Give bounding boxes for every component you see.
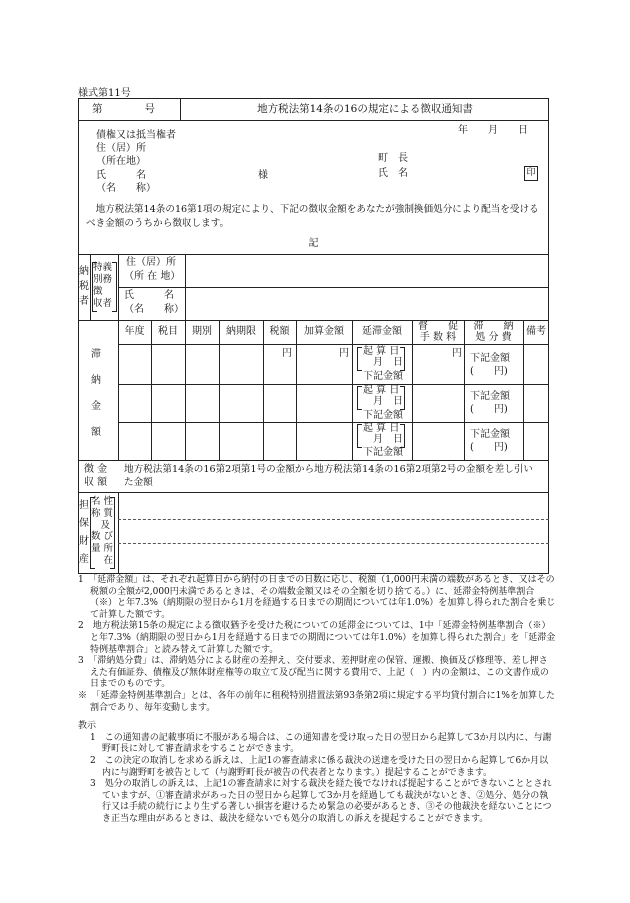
col-header-tax-item: 税目	[158, 326, 178, 337]
col-header-year: 年度	[124, 326, 145, 337]
instruction-title: 教示	[78, 721, 97, 732]
collateral-side-char: 担	[79, 500, 89, 511]
paren-yen: ( 円)	[470, 404, 508, 415]
collection-text: 地方税法第14条の16第2項第1号の金額から地方税法第14条の16第2項第2号の金額を差し引いた金額	[124, 464, 534, 488]
ki-label: 記	[308, 238, 319, 249]
collateral-sub-line: 在	[91, 554, 114, 566]
taxpayer-sub-char: 別務	[93, 274, 113, 285]
kaki-label: 下記金額	[470, 429, 510, 440]
arrears-side-char: 額	[91, 427, 101, 438]
issue-date: 年 月 日	[458, 125, 528, 136]
form-number: 様式第11号	[78, 88, 131, 99]
addressee-line: （名 称）	[96, 183, 156, 194]
arrears-side-char: 納	[91, 375, 101, 386]
mayor-name-label: 氏 名	[378, 168, 408, 179]
honorific: 様	[258, 170, 268, 181]
mayor-label: 町 長	[378, 153, 408, 164]
taxpayer-name-label: 氏 名	[124, 290, 174, 301]
collateral-sub-line: 数 び	[91, 531, 114, 543]
taxpayer-side-char: 税	[79, 281, 89, 292]
collection-label-line: 収 額	[84, 477, 108, 488]
taxpayer-sub-char: 特義	[93, 262, 113, 273]
notice-title: 地方税法第14条の16の規定による徴収通知書	[257, 103, 473, 115]
taxpayer-address-label: （所 在 地）	[124, 271, 181, 282]
col-header-tax-amount: 税額	[269, 326, 290, 337]
arrears-side-char: 滞	[91, 349, 101, 360]
notes-section	[78, 575, 556, 825]
addressee-line: 債権又は抵当権者	[96, 130, 176, 141]
yen-unit: 円	[282, 348, 292, 359]
taxpayer-side-label	[79, 264, 89, 309]
notice-number-label: 第 号	[92, 103, 155, 115]
arrears-side-label	[91, 342, 101, 446]
addressee-line: （所在地）	[96, 156, 146, 167]
body-text: 地方税法第14条の16第1項の規定により、下記の徴収金額をあなたが強制換価処分により配当を受けるべき金額のうちから徴収します。	[86, 204, 539, 229]
yen-unit: 円	[452, 348, 462, 359]
taxpayer-sub-char: 収者	[93, 298, 113, 309]
paren-yen: ( 円)	[470, 366, 508, 377]
instruction-item: 2 この決定の取消しを求める訴えは、上記1の審査請求に係る裁決の送達を受けた日の翌日から起算して6か月以内に与謝野町を被告として（与謝野町長が被告の代表者となります。）提起することができます。	[90, 755, 549, 778]
collateral-sub-line: 称 質	[91, 507, 114, 519]
collection-label-line: 徴 金	[84, 464, 108, 475]
addressee-line: 住（居）所	[96, 143, 146, 154]
collateral-sub-line: 名 性	[91, 496, 114, 507]
note-item: ※ 「延滞金特例基準割合」とは、各年の前年に租税特別措置法第93条第2項に規定する平均貸付割合に1%を加算した割合であり、毎年変動します。	[78, 690, 555, 713]
paren-yen: ( 円)	[470, 442, 508, 453]
kisan-month-day: 月 日	[373, 396, 403, 407]
col-header-demand-fee: 督 促 手 数 料	[418, 321, 458, 343]
kisan-date	[363, 346, 403, 368]
note-item: 2 地方税法第15条の規定による徴収猶予を受けた税についての延滞金については、1中「延滞金特例基準割合（※）と年7.3%（納期限の翌日から1月を経過する日までの期間については年1.0%）を加算し得られた割合」を「延滞金特例基準割合」と読み替えて計算した額です。	[78, 621, 556, 655]
collateral-side-label	[79, 497, 89, 569]
collateral-sub-label	[91, 496, 113, 567]
collection-label	[84, 463, 107, 489]
kisan-month-day: 月 日	[373, 434, 403, 445]
kaki-label: 下記金額	[363, 410, 403, 421]
kaki-label: 下記金額	[363, 447, 403, 458]
kaki-label: 下記金額	[470, 353, 510, 364]
note-item: 3 「滞納処分費」は、滞納処分による財産の差押え、交付要求、差押財産の保管、運搬、換価及び修理等、差し押さえた有価証券、債権及び無体財産権等の取立て及び配当に関する費用で、上記（ ）内の金額は、この文書作成の日までのものです。	[78, 656, 549, 690]
kisan-month-day: 月 日	[373, 357, 403, 368]
arrears-side-char: 金	[91, 401, 101, 412]
col-header-additional: 加算金額	[304, 326, 344, 337]
seal-mark: 印	[524, 166, 538, 181]
collateral-sub-line: 及	[91, 519, 111, 531]
kaki-label: 下記金額	[470, 391, 510, 402]
kisan-label: 起 算 日	[363, 385, 400, 396]
kisan-label: 起 算 日	[363, 423, 400, 434]
col-header-due-date: 納期限	[226, 326, 256, 337]
kisan-date	[363, 385, 403, 407]
taxpayer-sub-label	[93, 262, 112, 310]
collateral-side-char: 保	[79, 518, 89, 529]
taxpayer-sub-char: 徴	[93, 286, 103, 297]
instruction-item: 1 この通知書の記載事項に不服がある場合は、この通知書を受け取った日の翌日から起算して3か月以内に、与謝野町長に対して審査請求をすることができます。	[90, 732, 552, 755]
yen-unit: 円	[339, 348, 349, 359]
taxpayer-side-char: 納	[79, 266, 89, 277]
col-header-remarks: 備考	[526, 326, 546, 337]
taxpayer-side-char: 者	[79, 296, 89, 307]
kisan-date	[363, 423, 403, 445]
col-header-disposition-cost: 滞 納 処 分 費	[473, 321, 514, 343]
col-header-late-charge: 延滞金額	[362, 326, 402, 337]
collateral-side-char: 産	[79, 554, 89, 565]
kisan-label: 起 算 日	[363, 346, 400, 357]
addressee-line: 氏 名	[96, 170, 146, 181]
collateral-sub-line: 量 所	[91, 543, 114, 555]
col-header-period: 期別	[192, 326, 212, 337]
taxpayer-address-label: 住（居）所	[126, 257, 176, 268]
collateral-side-char: 財	[79, 536, 89, 547]
instruction-item: 3 処分の取消しの訴えは、上記1の審査請求に対する裁決を経た後でなければ提起することができないこととされていますが、①審査請求があった日の翌日から起算して3か月を経過しても裁決がないとき、②処分、処分の執行又は手続の続行により生ずる著しい損害を避けるため緊急の必要があるとき、③その他裁決を経ないことにつき正当な理由があるときは、裁決を経ないでも処分の取消しの訴えを提起することができます。	[90, 779, 552, 824]
kaki-label: 下記金額	[363, 371, 403, 382]
note-item: 1 「延滞金額」は、それぞれ起算日から納付の日までの日数に応じ、税額（1,000円未満の端数があるとき、又はその税額の全額が2,000円未満であるときは、その端数金額又はその全額を切り捨てる。）に、延滞金特例基準割合（※）と年7.3%（納期限の翌日から1月を経過する日までの期間については年1.0%）を加算し得られた割合を乗じて計算した額です。	[78, 575, 556, 620]
taxpayer-name-label: （名 称）	[124, 304, 184, 315]
